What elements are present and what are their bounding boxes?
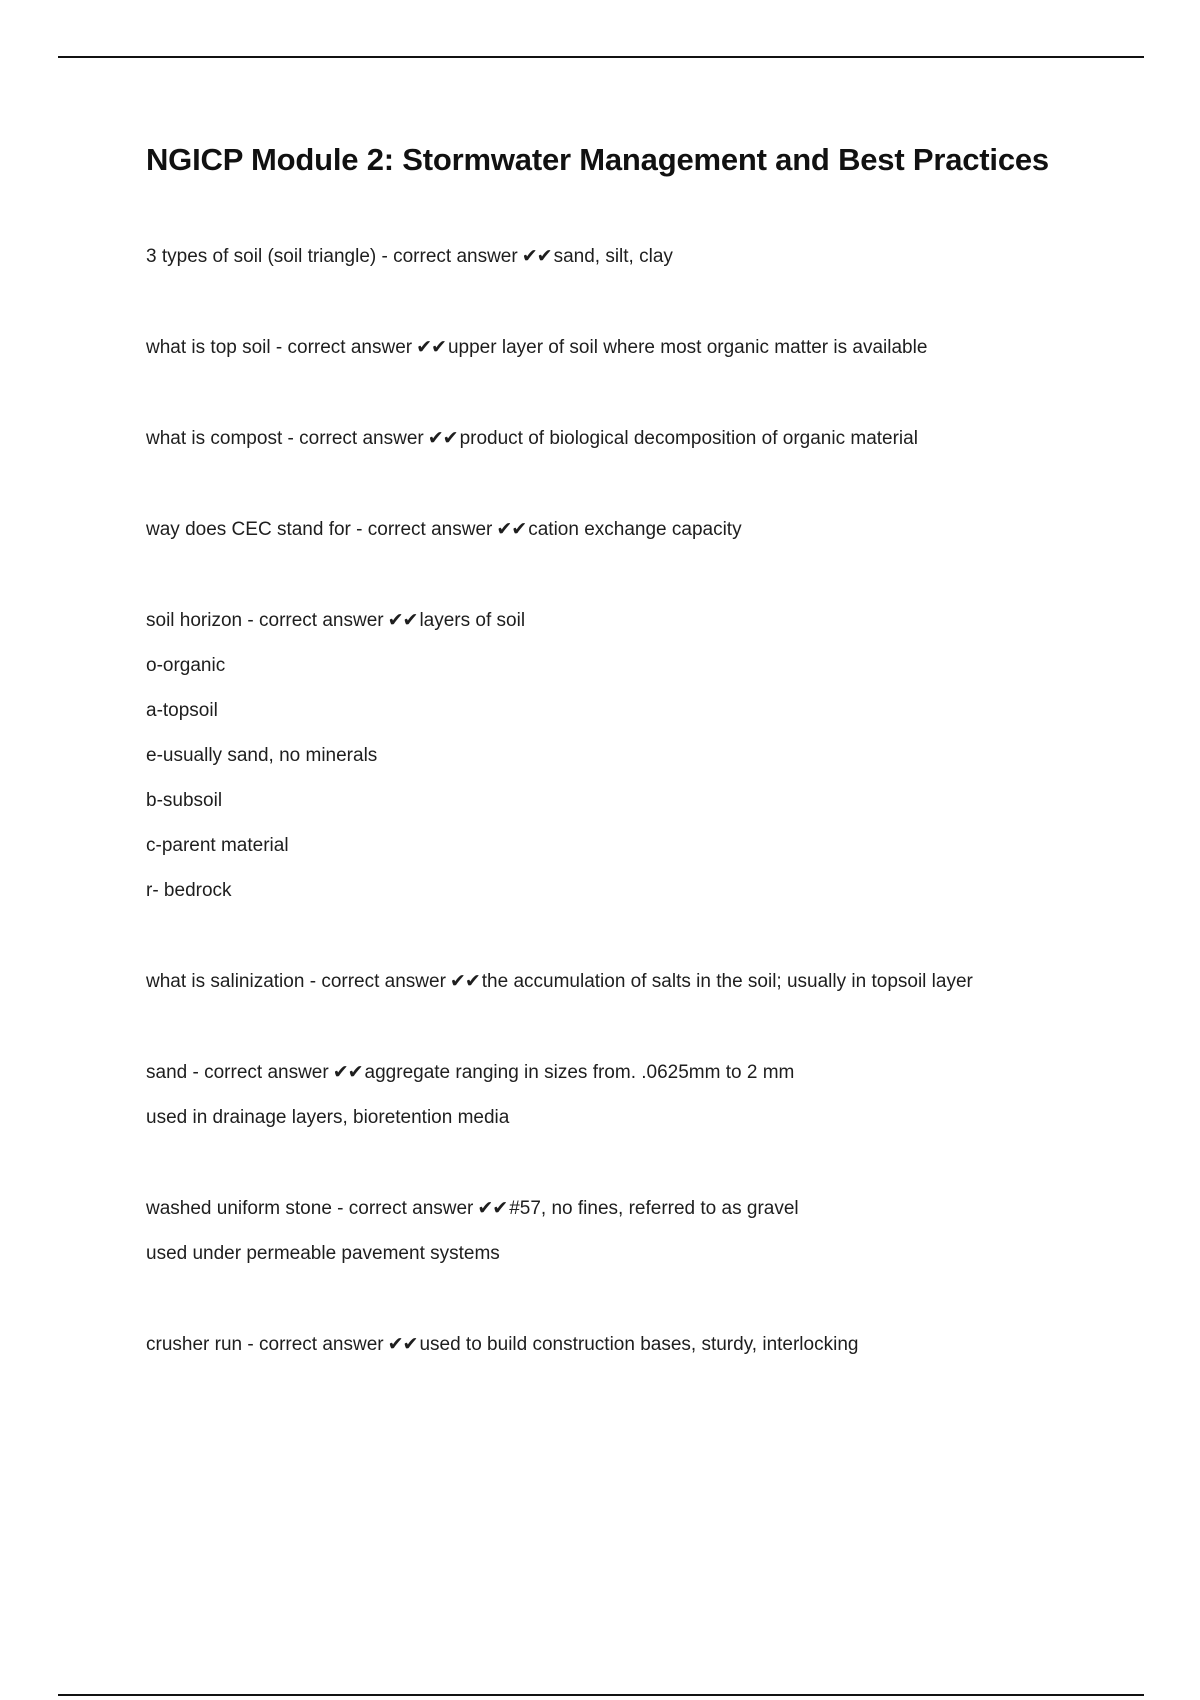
answer-text: sand, silt, clay [553,246,673,267]
answer-prefix: correct answer [204,1062,329,1083]
qa-line [146,598,1146,643]
answer-detail-line: a-topsoil [146,700,218,721]
answer-text: product of biological decomposition of organic material [459,428,918,449]
double-check-icon: ✔✔ [521,246,552,267]
double-check-icon: ✔✔ [427,428,458,449]
answer-prefix: correct answer [321,971,446,992]
qa-line [146,1322,1146,1367]
qa-line [146,1186,1146,1231]
qa-item [146,959,1146,1004]
double-check-icon: ✔✔ [387,610,418,631]
answer-prefix: correct answer [393,246,518,267]
double-check-icon: ✔✔ [332,1062,363,1083]
answer-text: upper layer of soil where most organic matter is available [447,337,928,358]
question-text: 3 types of soil (soil triangle) - [146,246,393,267]
answer-detail-line: r- bedrock [146,880,232,901]
answer-detail-line: used in drainage layers, bioretention media [146,1107,510,1128]
answer-detail-line: e-usually sand, no minerals [146,745,378,766]
question-text: crusher run - [146,1334,259,1355]
answer-text: used to build construction bases, sturdy, interlocking [419,1334,859,1355]
qa-item [146,507,1146,552]
double-check-icon: ✔✔ [496,519,527,540]
answer-text: aggregate ranging in sizes from. .0625mm to 2 mm [364,1062,795,1083]
double-check-icon: ✔✔ [387,1334,418,1355]
double-check-icon: ✔✔ [416,337,446,358]
qa-item [146,234,1146,279]
answer-prefix: correct answer [259,610,384,631]
answer-text: cation exchange capacity [528,519,742,540]
answer-detail-line: c-parent material [146,835,289,856]
qa-line [146,1050,1146,1095]
qa-line [146,325,1146,370]
top-divider [58,56,1144,58]
qa-item [146,1186,1146,1276]
qa-item [146,598,1146,913]
answer-text: the accumulation of salts in the soil; usually in topsoil layer [481,971,973,992]
qa-line [146,507,1146,552]
qa-item [146,325,1146,370]
question-text: what is salinization - [146,971,321,992]
answer-detail-line: o-organic [146,655,226,676]
qa-item [146,1322,1146,1367]
double-check-icon: ✔✔ [449,971,480,992]
double-check-icon: ✔✔ [477,1198,508,1219]
qa-item [146,416,1146,461]
qa-list [146,234,1146,1367]
qa-line [146,959,1146,1004]
question-text: soil horizon - [146,610,259,631]
bottom-divider [58,1694,1144,1696]
answer-text: layers of soil [419,610,526,631]
document-title: NGICP Module 2: Stormwater Management and Best Practices [146,142,1049,177]
answer-prefix: correct answer [367,519,493,540]
question-text: washed uniform stone - [146,1198,349,1219]
answer-prefix: correct answer [259,1334,384,1355]
answer-detail-line: b-subsoil [146,790,223,811]
answer-prefix: correct answer [348,1198,474,1219]
qa-line [146,416,1146,461]
answer-prefix: correct answer [299,428,424,449]
answer-prefix: correct answer [287,337,413,358]
question-text: what is top soil - [146,337,288,358]
question-text: sand - [146,1062,204,1083]
answer-text: #57, no fines, referred to as gravel [509,1198,799,1219]
qa-item [146,1050,1146,1140]
question-text: way does CEC stand for - [146,519,368,540]
answer-detail-line: used under permeable pavement systems [146,1243,500,1264]
document-body [146,140,1146,1413]
qa-line [146,234,1146,279]
question-text: what is compost - [146,428,299,449]
